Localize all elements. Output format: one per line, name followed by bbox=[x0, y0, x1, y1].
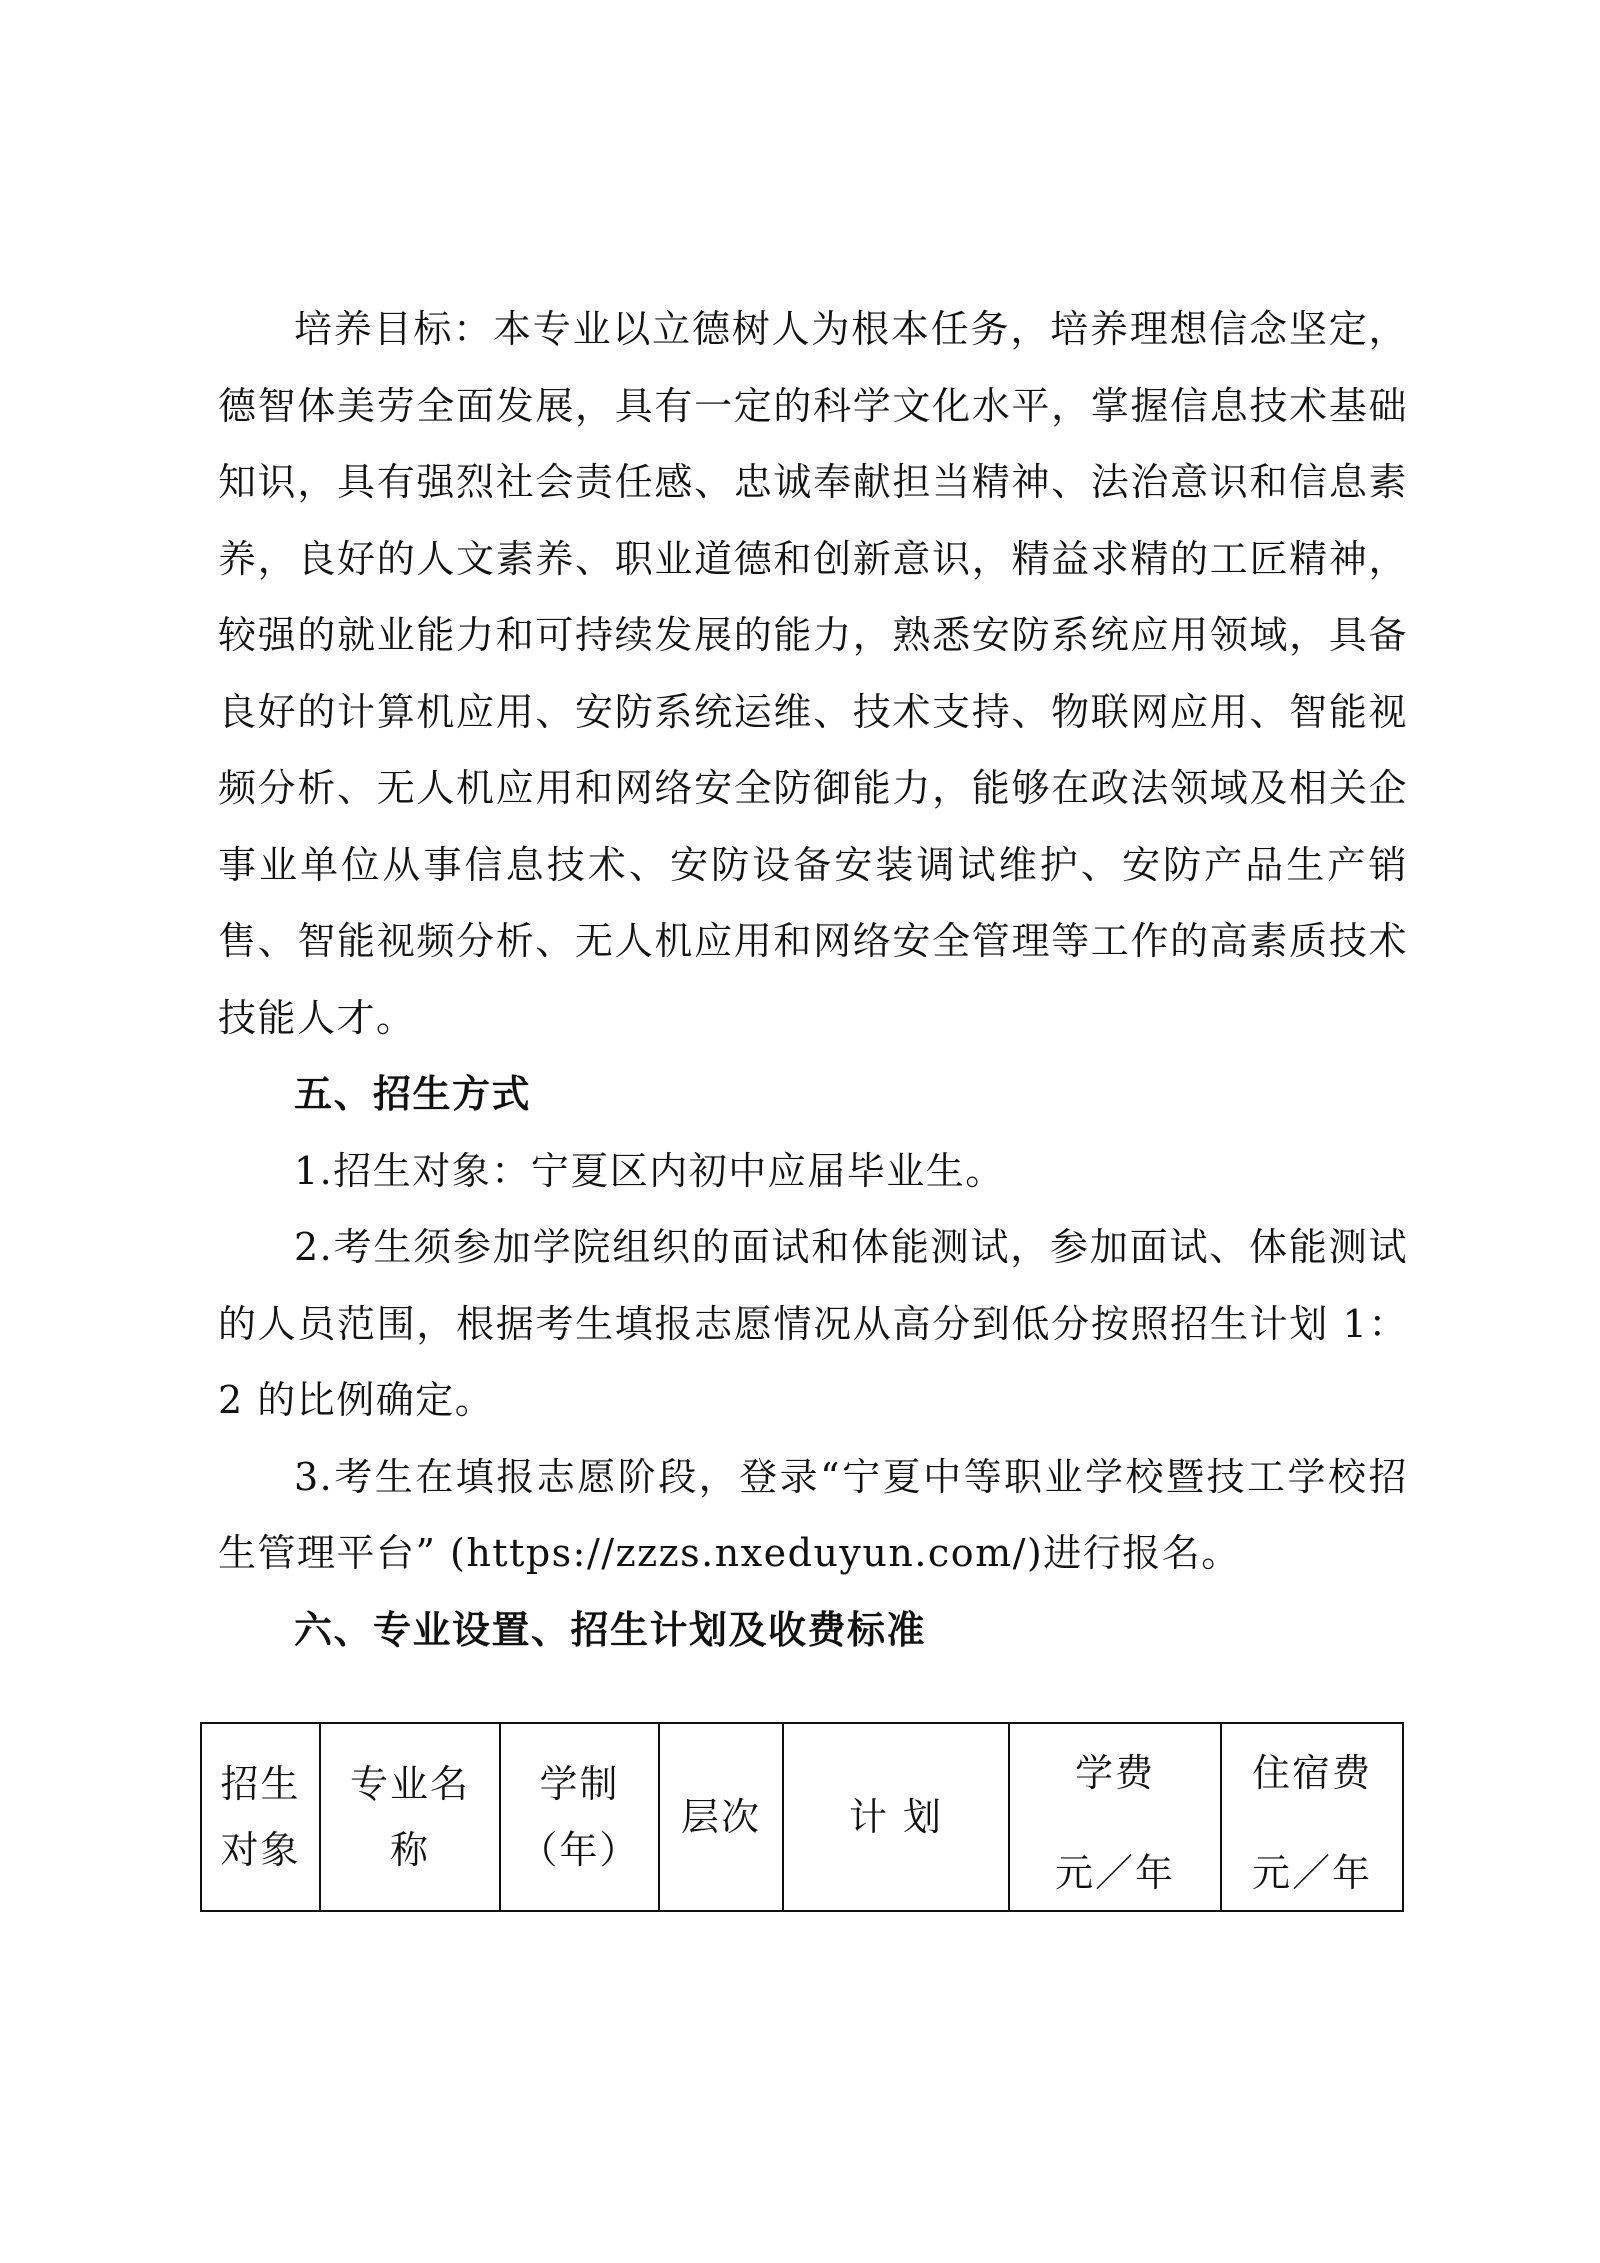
enrollment-item-3: 3.考生在填报志愿阶段，登录“宁夏中等职业学校暨技工学校招生管理平台” (https://zzzs.nxeduyun.com/)进行报名。 bbox=[218, 1454, 1408, 1575]
header-duration-line1: 学制 bbox=[539, 1762, 620, 1806]
section-six-heading: 六、专业设置、招生计划及收费标准 bbox=[294, 1607, 927, 1652]
header-level-label: 层次 bbox=[680, 1795, 761, 1839]
header-major-line1: 专业名 bbox=[349, 1762, 470, 1806]
enrollment-item-1: 1.招生对象：宁夏区内初中应届毕业生。 bbox=[294, 1148, 1005, 1193]
enrollment-item-2: 2.考生须参加学院组织的面试和体能测试，参加面试、体能测试的人员范围，根据考生填报志愿情况从高分到低分按照招生计划 1：2 的比例确定。 bbox=[218, 1225, 1408, 1422]
fee-table bbox=[200, 1722, 1404, 1912]
header-dorm-line2: 元／年 bbox=[1251, 1851, 1372, 1895]
header-target-line2: 对象 bbox=[220, 1828, 301, 1872]
training-goal-paragraph: 培养目标：本专业以立德树人为根本任务，培养理想信念坚定，德智体美劳全面发展，具有一定的科学文化水平，掌握信息技术基础知识，具有强烈社会责任感、忠诚奉献担当精神、法治意识和信息素养，良好的人文素养、职业道德和创新意识，精益求精的工匠精神，较强的就业能力和可持续发展的能力，熟悉安防系统应用领域，具备良好的计算机应用、安防系统运维、技术支持、物联网应用、智能视频分析、无人机应用和网络安全防御能力，能够在政法领域及相关企事业单位从事信息技术、安防设备安装调试维护、安防产品生产销售、智能视频分析、无人机应用和网络安全管理等工作的高素质技术技能人才。 bbox=[218, 307, 1408, 1040]
section-five-heading: 五、招生方式 bbox=[294, 1072, 532, 1116]
header-major bbox=[320, 1723, 500, 1911]
header-tuition bbox=[1009, 1723, 1221, 1911]
header-tuition-line1: 学费 bbox=[1074, 1751, 1155, 1795]
header-duration bbox=[500, 1723, 659, 1911]
header-duration-line2: （年） bbox=[519, 1828, 640, 1872]
header-plan-label: 计 划 bbox=[848, 1795, 944, 1839]
header-level bbox=[659, 1723, 783, 1911]
header-dorm-line1: 住宿费 bbox=[1251, 1751, 1372, 1795]
header-major-line2: 称 bbox=[389, 1828, 430, 1872]
fee-table-wrapper bbox=[200, 1722, 1402, 1912]
header-tuition-line2: 元／年 bbox=[1054, 1851, 1175, 1895]
header-dorm bbox=[1221, 1723, 1403, 1911]
header-target-line1: 招生 bbox=[220, 1762, 301, 1806]
header-plan bbox=[783, 1723, 1009, 1911]
document-body bbox=[218, 291, 1408, 1668]
table-header-row bbox=[201, 1723, 1403, 1911]
header-target bbox=[201, 1723, 320, 1911]
